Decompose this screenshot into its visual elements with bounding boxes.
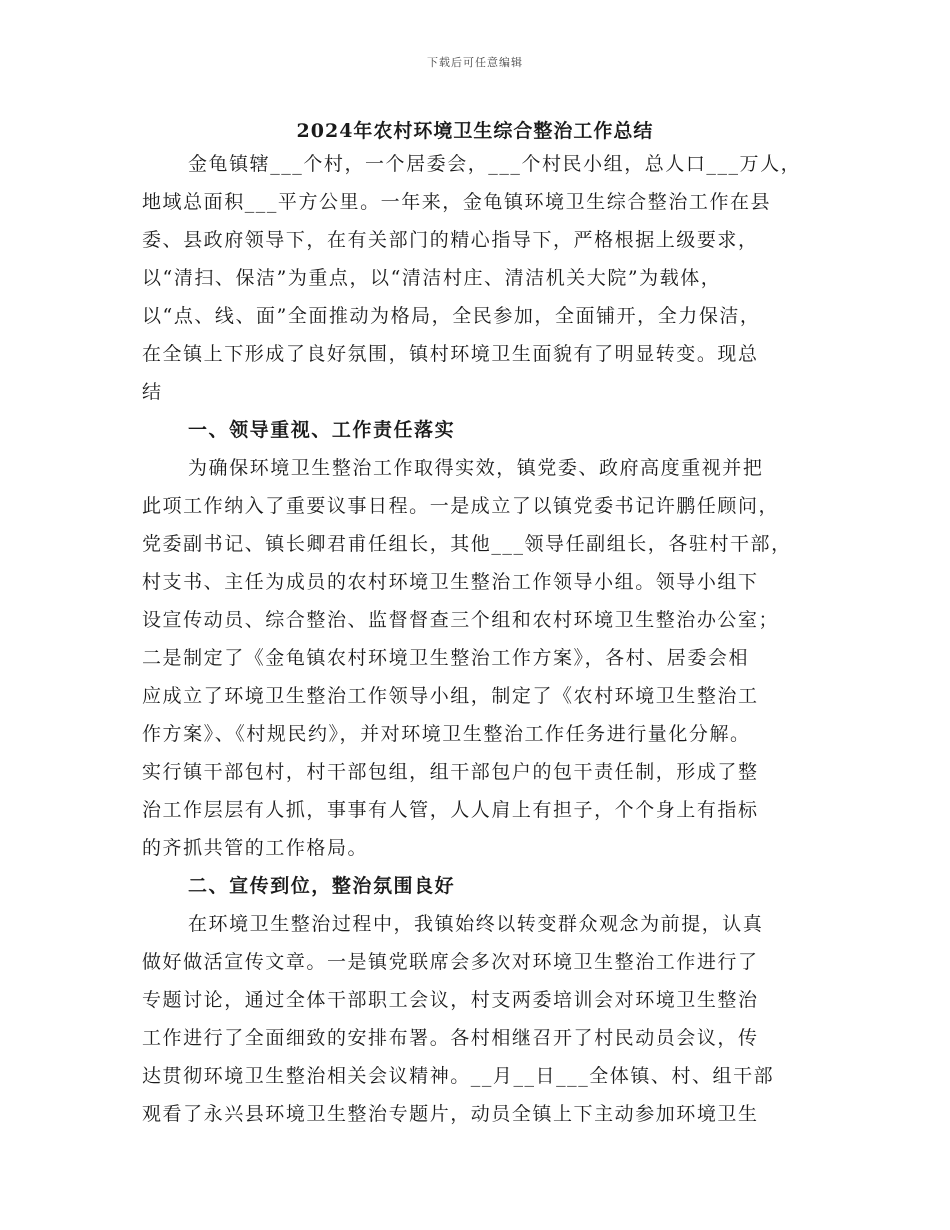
paragraph-line: 做好做活宣传文章。一是镇党联席会多次对环境卫生整治工作进行了 (142, 951, 759, 973)
section-heading-1: 一、领导重视、工作责任落实 (188, 419, 456, 441)
paragraph-line: 村支书、主任为成员的农村环境卫生整治工作领导小组。领导小组下 (142, 571, 759, 593)
paragraph-line: 二是制定了《金龟镇农村环境卫生整治工作方案》，各村、居委会相 (142, 647, 750, 669)
paragraph-line: 实行镇干部包村，村干部包组，组干部包户的包干责任制，形成了整 (142, 761, 759, 783)
paragraph-line: 专题讨论，通过全体干部职工会议，村支两委培训会对环境卫生整治 (142, 989, 759, 1011)
paragraph-line: 地域总面积___平方公里。一年来，金龟镇环境卫生综合整治工作在县 (142, 191, 772, 213)
paragraph-line: 金龟镇辖___个村，一个居委会，___个村民小组，总人口___万人， (188, 153, 802, 175)
paragraph-line: 以“清扫、保洁”为重点，以“清洁村庄、清洁机关大院”为载体， (142, 267, 722, 289)
paragraph-line: 党委副书记、镇长卿君甫任组长，其他___领导任副组长，各驻村干部， (142, 533, 792, 555)
header-note: 下载后可任意编辑 (427, 56, 523, 69)
paragraph-line: 以“点、线、面”全面推动为格局，全民参加，全面铺开，全力保洁， (142, 305, 761, 327)
paragraph-line: 治工作层层有人抓，事事有人管，人人肩上有担子，个个身上有指标 (142, 799, 759, 821)
paragraph-line: 为确保环境卫生整治工作取得实效，镇党委、政府高度重视并把 (188, 457, 764, 479)
paragraph-line: 达贯彻环境卫生整治相关会议精神。__月__日___全体镇、村、组干部 (142, 1065, 775, 1087)
paragraph-line: 在环境卫生整治过程中，我镇始终以转变群众观念为前提，认真 (188, 913, 764, 935)
document-body (142, 145, 812, 1133)
paragraph-line: 观看了永兴县环境卫生整治专题片，动员全镇上下主动参加环境卫生 (142, 1103, 759, 1125)
document-title: 2024年农村环境卫生综合整治工作总结 (296, 120, 654, 142)
paragraph-line: 结 (142, 381, 163, 403)
paragraph-line: 设宣传动员、综合整治、监督督查三个组和农村环境卫生整治办公室； (142, 609, 780, 631)
paragraph-line: 工作进行了全面细致的安排布署。各村相继召开了村民动员会议，传 (142, 1027, 759, 1049)
paragraph-line: 作方案》、《村规民约》，并对环境卫生整治工作任务进行量化分解。 (142, 723, 751, 745)
paragraph-line: 应成立了环境卫生整治工作领导小组，制定了《农村环境卫生整治工 (142, 685, 759, 707)
paragraph-line: 委、县政府领导下，在有关部门的精心指导下，严格根据上级要求， (142, 229, 759, 251)
section-heading-2: 二、宣传到位，整治氛围良好 (188, 875, 456, 897)
paragraph-line: 在全镇上下形成了良好氛围，镇村环境卫生面貌有了明显转变。现总 (142, 343, 759, 365)
paragraph-line: 此项工作纳入了重要议事日程。一是成立了以镇党委书记许鹏任顾问， (142, 495, 780, 517)
paragraph-line: 的齐抓共管的工作格局。 (142, 837, 369, 859)
